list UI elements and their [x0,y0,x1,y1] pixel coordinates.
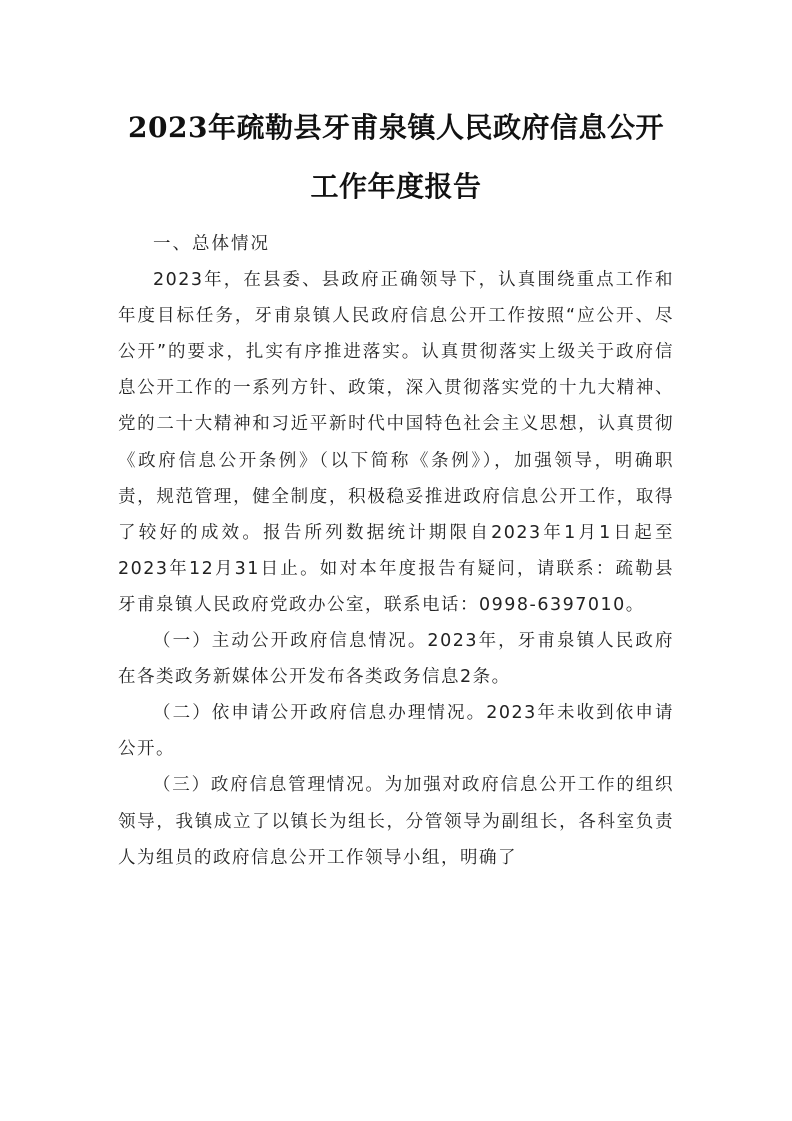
document-body [118,226,674,876]
paragraph-information-management: （三）政府信息管理情况。为加强对政府信息公开工作的组织领导，我镇成立了以镇长为组长，分管领导为副组长，各科室负责人为组员的政府信息公开工作领导小组，明确了 [118,775,674,868]
document-title-line-2: 工作年度报告 [310,170,482,203]
document-title-line-1: 2023年疏勒县牙甫泉镇人民政府信息公开 [128,111,664,144]
section-heading-overview: 一、总体情况 [153,234,270,254]
paragraph-proactive-disclosure: （一）主动公开政府信息情况。2023年，牙甫泉镇人民政府在各类政务新媒体公开发布各类政务信息2条。 [118,631,674,688]
paragraph-request-disclosure: （二）依申请公开政府信息办理情况。2023年未收到依申请公开。 [118,703,674,760]
paragraph-overview: 2023年，在县委、县政府正确领导下，认真围绕重点工作和年度目标任务，牙甫泉镇人民政府信息公开工作按照“应公开、尽公开”的要求，扎实有序推进落实。认真贯彻落实上级关于政府信息公开工作的一系列方针、政策，深入贯彻落实党的十九大精神、党的二十大精神和习近平新时代中国特色社会主义思想，认真贯彻《政府信息公开条例》（以下简称《条例》），加强领导，明确职责，规范管理，健全制度，积极稳妥推进政府信息公开工作，取得了较好的成效。报告所列数据统计期限自2023年1月1日起至2023年12月31日止。如对本年度报告有疑问，请联系：疏勒县牙甫泉镇人民政府党政办公室，联系电话：0998-6397010。 [118,270,674,615]
